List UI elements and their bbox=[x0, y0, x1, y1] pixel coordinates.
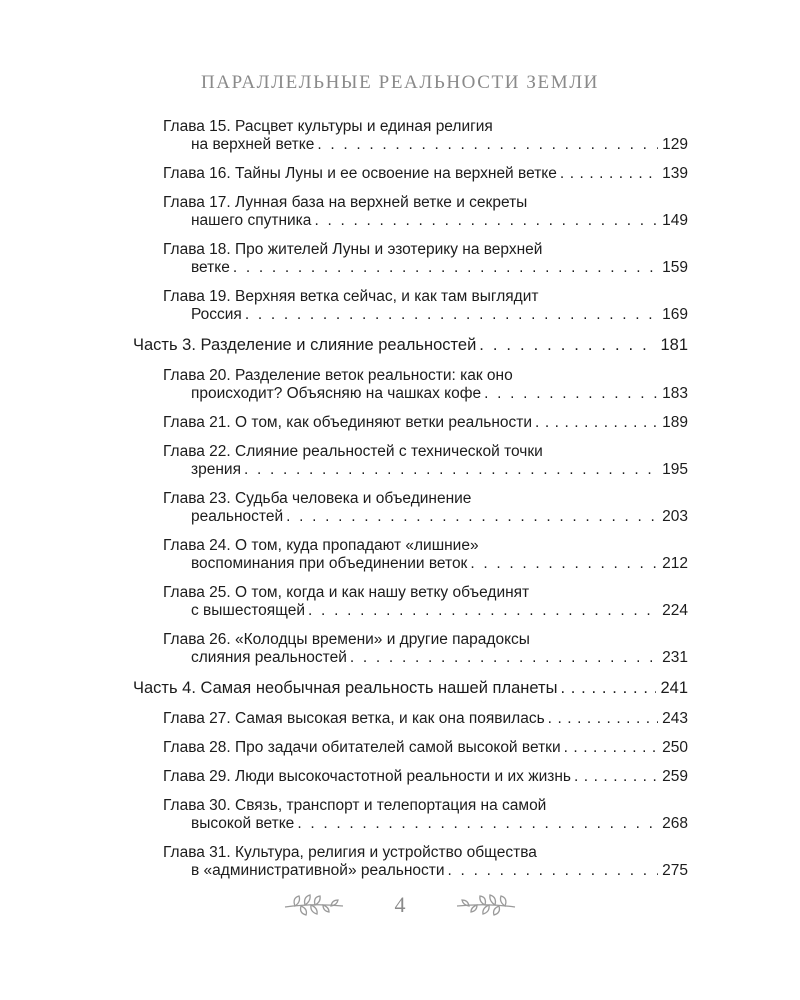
toc-entry-title-cont: слияния реальностей bbox=[191, 649, 347, 666]
dot-leader bbox=[350, 649, 658, 667]
dot-leader bbox=[535, 414, 658, 432]
dot-leader bbox=[484, 385, 658, 403]
page-number: 212 bbox=[662, 555, 688, 572]
dot-leader bbox=[448, 862, 659, 880]
page-number: 139 bbox=[662, 165, 688, 182]
toc-entry-title-cont: с вышестоящей bbox=[191, 602, 306, 619]
toc-entry-ch30 bbox=[133, 797, 688, 833]
toc-entry-title: Глава 17. Лунная база на верхней ветке и секреты bbox=[163, 194, 528, 211]
dot-leader bbox=[244, 461, 658, 479]
toc-entry-title-cont: в «административной» реальности bbox=[191, 862, 445, 879]
toc-entry-title-cont: зрения bbox=[191, 461, 241, 478]
dot-leader bbox=[560, 165, 658, 183]
toc-entry-ch24 bbox=[133, 537, 688, 573]
toc-entry-ch22 bbox=[133, 443, 688, 479]
page-number: 195 bbox=[662, 461, 688, 478]
dot-leader bbox=[470, 555, 658, 573]
toc-entry-ch28 bbox=[133, 739, 688, 757]
dot-leader bbox=[297, 815, 658, 833]
page-number: 129 bbox=[662, 136, 688, 153]
toc-part-3 bbox=[133, 335, 688, 355]
dot-leader bbox=[564, 739, 659, 757]
toc-entry-ch31 bbox=[133, 844, 688, 880]
page-footer bbox=[0, 890, 800, 920]
toc-entry-ch26 bbox=[133, 631, 688, 667]
toc-entry-title-cont: ветке bbox=[191, 259, 230, 276]
toc-entry-title: Глава 22. Слияние реальностей с технической точки bbox=[163, 443, 543, 460]
dot-leader bbox=[548, 710, 658, 728]
page-number: 181 bbox=[660, 336, 688, 354]
dot-leader bbox=[560, 678, 656, 698]
dot-leader bbox=[308, 602, 658, 620]
page-number: 268 bbox=[662, 815, 688, 832]
leaf-sprig-icon bbox=[455, 894, 517, 916]
toc-entry-ch21 bbox=[133, 414, 688, 432]
toc-entry-title: Глава 31. Культура, религия и устройство общества bbox=[163, 844, 537, 861]
running-head: ПАРАЛЛЕЛЬНЫЕ РЕАЛЬНОСТИ ЗЕМЛИ bbox=[200, 72, 599, 93]
toc-entry-title-cont: нашего спутника bbox=[191, 212, 312, 229]
toc-entry-title: Глава 16. Тайны Луны и ее освоение на верхней ветке bbox=[163, 165, 557, 182]
page-number: 224 bbox=[662, 602, 688, 619]
dot-leader bbox=[286, 508, 658, 526]
toc-entry-ch17 bbox=[133, 194, 688, 230]
toc-entry-title: Глава 28. Про задачи обитателей самой высокой ветки bbox=[163, 739, 561, 756]
toc-entry-title: Глава 18. Про жителей Луны и эзотерику на верхней bbox=[163, 241, 543, 258]
page-number: 259 bbox=[662, 768, 688, 785]
toc-entry-title-cont: на верхней ветке bbox=[191, 136, 315, 153]
toc-entry-title-cont: происходит? Объясняю на чашках кофе bbox=[191, 385, 482, 402]
page-number: 241 bbox=[660, 679, 688, 697]
dot-leader bbox=[314, 212, 658, 230]
toc-entry-ch23 bbox=[133, 490, 688, 526]
page-number: 149 bbox=[662, 212, 688, 229]
dot-leader bbox=[317, 136, 658, 154]
dot-leader bbox=[479, 335, 656, 355]
dot-leader bbox=[574, 768, 658, 786]
dot-leader bbox=[233, 259, 658, 277]
toc-entry-ch25 bbox=[133, 584, 688, 620]
toc-entry-ch20 bbox=[133, 367, 688, 403]
toc-entry-title: Глава 27. Самая высокая ветка, и как она появилась bbox=[163, 710, 545, 727]
toc-entry-ch18 bbox=[133, 241, 688, 277]
toc-entry-title: Глава 21. О том, как объединяют ветки реальности bbox=[163, 414, 533, 431]
page-number: 169 bbox=[662, 306, 688, 323]
toc-entry-title: Глава 15. Расцвет культуры и единая религия bbox=[163, 118, 493, 135]
toc-entry-title: Глава 25. О том, когда и как нашу ветку объединят bbox=[163, 584, 530, 601]
toc-entry-ch16 bbox=[133, 165, 688, 183]
page-number: 203 bbox=[662, 508, 688, 525]
page-number-footer: 4 bbox=[394, 892, 406, 917]
page-number: 183 bbox=[662, 385, 688, 402]
toc-entry-ch29 bbox=[133, 768, 688, 786]
toc-entry-title: Глава 19. Верхняя ветка сейчас, и как там выглядит bbox=[163, 288, 539, 305]
toc-entry-ch27 bbox=[133, 710, 688, 728]
toc-entry-ch19 bbox=[133, 288, 688, 324]
toc-entry-title-cont: высокой ветке bbox=[191, 815, 295, 832]
toc-entry-title-cont: воспоминания при объединении веток bbox=[191, 555, 468, 572]
toc-entry-title: Глава 23. Судьба человека и объединение bbox=[163, 490, 472, 507]
dot-leader bbox=[245, 306, 658, 324]
toc-entry-title: Глава 26. «Колодцы времени» и другие парадоксы bbox=[163, 631, 530, 648]
leaf-sprig-icon bbox=[283, 894, 345, 916]
page-number: 159 bbox=[662, 259, 688, 276]
part-title: Часть 3. Разделение и слияние реальностей bbox=[133, 336, 477, 354]
toc-entry-title: Глава 30. Связь, транспорт и телепортация на самой bbox=[163, 797, 547, 814]
page-number: 231 bbox=[662, 649, 688, 666]
toc-entry-title: Глава 29. Люди высокочастотной реальности и их жизнь bbox=[163, 768, 571, 785]
toc-part-4 bbox=[133, 678, 688, 698]
table-of-contents bbox=[133, 118, 688, 891]
page-number: 189 bbox=[662, 414, 688, 431]
toc-entry-title: Глава 20. Разделение веток реальности: как оно bbox=[163, 367, 513, 384]
toc-entry-title-cont: Россия bbox=[191, 306, 242, 323]
toc-entry-ch15 bbox=[133, 118, 688, 154]
page-number: 275 bbox=[662, 862, 688, 879]
page-number: 250 bbox=[662, 739, 688, 756]
toc-entry-title: Глава 24. О том, куда пропадают «лишние» bbox=[163, 537, 479, 554]
page-number: 243 bbox=[662, 710, 688, 727]
toc-entry-title-cont: реальностей bbox=[191, 508, 284, 525]
part-title: Часть 4. Самая необычная реальность нашей планеты bbox=[133, 679, 558, 697]
